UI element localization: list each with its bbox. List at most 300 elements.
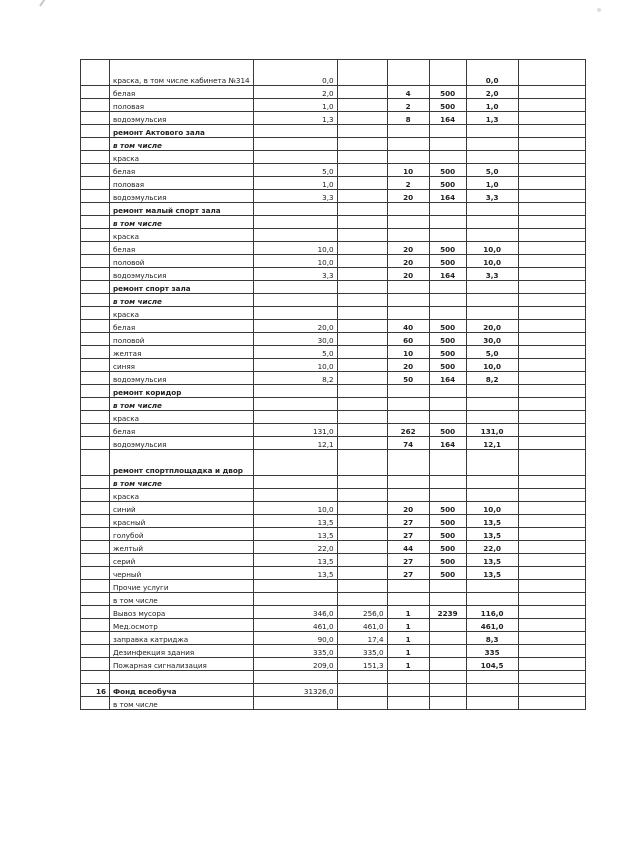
actual-amount-cell — [337, 580, 387, 593]
table-row — [81, 229, 586, 242]
row-number-cell — [81, 216, 110, 229]
unit-price-cell — [429, 281, 466, 294]
planned-amount-cell: 5,0 — [253, 346, 337, 359]
table-row — [81, 645, 586, 658]
row-number-cell — [81, 125, 110, 138]
unit-price-cell: 500 — [429, 86, 466, 99]
planned-amount-cell: 0,0 — [253, 60, 337, 86]
actual-amount-cell — [337, 684, 387, 697]
row-number-cell — [81, 307, 110, 320]
item-name-cell: в том числе — [110, 476, 254, 489]
item-name-cell: синий — [110, 502, 254, 515]
total-cell: 13,5 — [466, 515, 518, 528]
extra-cell — [518, 671, 585, 684]
table-row — [81, 138, 586, 151]
planned-amount-cell — [253, 398, 337, 411]
planned-amount-cell — [253, 580, 337, 593]
item-name-cell: белая — [110, 86, 254, 99]
row-number-cell — [81, 515, 110, 528]
planned-amount-cell: 12,1 — [253, 437, 337, 450]
row-number-cell — [81, 333, 110, 346]
item-name-cell: краска — [110, 411, 254, 424]
extra-cell — [518, 541, 585, 554]
unit-price-cell — [429, 671, 466, 684]
table-row — [81, 125, 586, 138]
table-row — [81, 86, 586, 99]
item-name-cell: желтый — [110, 541, 254, 554]
planned-amount-cell — [253, 281, 337, 294]
unit-price-cell — [429, 294, 466, 307]
planned-amount-cell: 90,0 — [253, 632, 337, 645]
extra-cell — [518, 476, 585, 489]
extra-cell — [518, 593, 585, 606]
quantity-cell — [387, 281, 429, 294]
unit-price-cell — [429, 450, 466, 476]
total-cell: 116,0 — [466, 606, 518, 619]
total-cell: 5,0 — [466, 346, 518, 359]
total-cell: 13,5 — [466, 567, 518, 580]
item-name-cell: в том числе — [110, 398, 254, 411]
item-name-cell: ремонт Актового зала — [110, 125, 254, 138]
quantity-cell: 40 — [387, 320, 429, 333]
planned-amount-cell: 2,0 — [253, 86, 337, 99]
actual-amount-cell — [337, 554, 387, 567]
unit-price-cell — [429, 489, 466, 502]
item-name-cell: водоэмульсия — [110, 190, 254, 203]
item-name-cell: половая — [110, 177, 254, 190]
extra-cell — [518, 450, 585, 476]
extra-cell — [518, 580, 585, 593]
planned-amount-cell: 10,0 — [253, 242, 337, 255]
planned-amount-cell: 13,5 — [253, 528, 337, 541]
actual-amount-cell: 335,0 — [337, 645, 387, 658]
quantity-cell — [387, 476, 429, 489]
budget-table — [80, 59, 586, 710]
planned-amount-cell: 335,0 — [253, 645, 337, 658]
row-number-cell — [81, 502, 110, 515]
table-row — [81, 567, 586, 580]
unit-price-cell: 500 — [429, 567, 466, 580]
total-cell — [466, 385, 518, 398]
table-row — [81, 164, 586, 177]
planned-amount-cell: 3,3 — [253, 268, 337, 281]
actual-amount-cell — [337, 671, 387, 684]
total-cell — [466, 697, 518, 710]
actual-amount-cell: 17,4 — [337, 632, 387, 645]
item-name-cell: белая — [110, 320, 254, 333]
quantity-cell — [387, 151, 429, 164]
actual-amount-cell — [337, 502, 387, 515]
row-number-cell — [81, 580, 110, 593]
quantity-cell — [387, 580, 429, 593]
planned-amount-cell: 20,0 — [253, 320, 337, 333]
item-name-cell: в том числе — [110, 697, 254, 710]
table-row — [81, 502, 586, 515]
quantity-cell — [387, 593, 429, 606]
planned-amount-cell — [253, 671, 337, 684]
item-name-cell: краска — [110, 489, 254, 502]
total-cell: 1,0 — [466, 99, 518, 112]
actual-amount-cell — [337, 359, 387, 372]
row-number-cell — [81, 489, 110, 502]
row-number-cell — [81, 541, 110, 554]
item-name-cell: водоэмульсия — [110, 437, 254, 450]
unit-price-cell: 500 — [429, 346, 466, 359]
total-cell: 461,0 — [466, 619, 518, 632]
quantity-cell: 20 — [387, 255, 429, 268]
extra-cell — [518, 424, 585, 437]
extra-cell — [518, 684, 585, 697]
actual-amount-cell — [337, 541, 387, 554]
actual-amount-cell — [337, 450, 387, 476]
total-cell — [466, 580, 518, 593]
unit-price-cell: 164 — [429, 372, 466, 385]
table-row — [81, 242, 586, 255]
quantity-cell: 20 — [387, 242, 429, 255]
unit-price-cell — [429, 307, 466, 320]
quantity-cell — [387, 398, 429, 411]
scan-speck — [597, 8, 601, 12]
table-row — [81, 619, 586, 632]
item-name-cell: Пожарная сигнализация — [110, 658, 254, 671]
total-cell — [466, 684, 518, 697]
unit-price-cell: 500 — [429, 320, 466, 333]
unit-price-cell — [429, 697, 466, 710]
quantity-cell — [387, 60, 429, 86]
row-number-cell: 16 — [81, 684, 110, 697]
unit-price-cell — [429, 60, 466, 86]
item-name-cell: Мед.осмотр — [110, 619, 254, 632]
quantity-cell — [387, 684, 429, 697]
total-cell: 13,5 — [466, 528, 518, 541]
actual-amount-cell — [337, 229, 387, 242]
row-number-cell — [81, 151, 110, 164]
unit-price-cell: 500 — [429, 359, 466, 372]
row-number-cell — [81, 645, 110, 658]
actual-amount-cell — [337, 268, 387, 281]
unit-price-cell: 500 — [429, 554, 466, 567]
extra-cell — [518, 151, 585, 164]
table-row — [81, 294, 586, 307]
row-number-cell — [81, 658, 110, 671]
row-number-cell — [81, 294, 110, 307]
actual-amount-cell — [337, 567, 387, 580]
actual-amount-cell — [337, 593, 387, 606]
total-cell — [466, 671, 518, 684]
row-number-cell — [81, 177, 110, 190]
table-row — [81, 476, 586, 489]
row-number-cell — [81, 398, 110, 411]
total-cell — [466, 489, 518, 502]
extra-cell — [518, 385, 585, 398]
item-name-cell — [110, 671, 254, 684]
item-name-cell: белая — [110, 424, 254, 437]
actual-amount-cell — [337, 346, 387, 359]
extra-cell — [518, 489, 585, 502]
extra-cell — [518, 502, 585, 515]
total-cell — [466, 450, 518, 476]
unit-price-cell: 2239 — [429, 606, 466, 619]
actual-amount-cell — [337, 164, 387, 177]
planned-amount-cell — [253, 489, 337, 502]
row-number-cell — [81, 593, 110, 606]
planned-amount-cell: 461,0 — [253, 619, 337, 632]
planned-amount-cell: 10,0 — [253, 255, 337, 268]
unit-price-cell: 500 — [429, 333, 466, 346]
unit-price-cell: 500 — [429, 177, 466, 190]
table-row — [81, 684, 586, 697]
row-number-cell — [81, 450, 110, 476]
actual-amount-cell — [337, 112, 387, 125]
item-name-cell: половая — [110, 99, 254, 112]
table-row — [81, 177, 586, 190]
actual-amount-cell — [337, 242, 387, 255]
total-cell — [466, 216, 518, 229]
table-row — [81, 281, 586, 294]
row-number-cell — [81, 242, 110, 255]
unit-price-cell: 500 — [429, 515, 466, 528]
table-row — [81, 112, 586, 125]
unit-price-cell — [429, 645, 466, 658]
quantity-cell: 1 — [387, 645, 429, 658]
unit-price-cell: 164 — [429, 190, 466, 203]
actual-amount-cell — [337, 99, 387, 112]
actual-amount-cell — [337, 385, 387, 398]
table-row — [81, 554, 586, 567]
item-name-cell: водоэмульсия — [110, 372, 254, 385]
planned-amount-cell: 31326,0 — [253, 684, 337, 697]
total-cell — [466, 151, 518, 164]
table-row — [81, 671, 586, 684]
total-cell — [466, 307, 518, 320]
unit-price-cell — [429, 632, 466, 645]
row-number-cell — [81, 346, 110, 359]
quantity-cell: 27 — [387, 554, 429, 567]
unit-price-cell — [429, 476, 466, 489]
planned-amount-cell — [253, 450, 337, 476]
extra-cell — [518, 177, 585, 190]
actual-amount-cell — [337, 489, 387, 502]
planned-amount-cell — [253, 294, 337, 307]
planned-amount-cell: 30,0 — [253, 333, 337, 346]
item-name-cell: водоэмульсия — [110, 112, 254, 125]
actual-amount-cell — [337, 177, 387, 190]
table-row — [81, 255, 586, 268]
unit-price-cell — [429, 125, 466, 138]
extra-cell — [518, 658, 585, 671]
item-name-cell: водоэмульсия — [110, 268, 254, 281]
planned-amount-cell — [253, 125, 337, 138]
quantity-cell: 1 — [387, 658, 429, 671]
row-number-cell — [81, 190, 110, 203]
total-cell: 20,0 — [466, 320, 518, 333]
table-row — [81, 515, 586, 528]
quantity-cell: 2 — [387, 177, 429, 190]
item-name-cell: краска — [110, 151, 254, 164]
quantity-cell — [387, 229, 429, 242]
total-cell: 13,5 — [466, 554, 518, 567]
total-cell: 335 — [466, 645, 518, 658]
quantity-cell: 20 — [387, 359, 429, 372]
actual-amount-cell — [337, 138, 387, 151]
item-name-cell: серий — [110, 554, 254, 567]
quantity-cell: 8 — [387, 112, 429, 125]
row-number-cell — [81, 229, 110, 242]
extra-cell — [518, 606, 585, 619]
extra-cell — [518, 60, 585, 86]
row-number-cell — [81, 697, 110, 710]
unit-price-cell — [429, 385, 466, 398]
row-number-cell — [81, 437, 110, 450]
item-name-cell: Фонд всеобуча — [110, 684, 254, 697]
row-number-cell — [81, 606, 110, 619]
actual-amount-cell — [337, 281, 387, 294]
row-number-cell — [81, 203, 110, 216]
table-row — [81, 346, 586, 359]
planned-amount-cell: 3,3 — [253, 190, 337, 203]
table-row — [81, 60, 586, 86]
unit-price-cell — [429, 151, 466, 164]
total-cell: 1,0 — [466, 177, 518, 190]
extra-cell — [518, 216, 585, 229]
extra-cell — [518, 138, 585, 151]
table-row — [81, 697, 586, 710]
quantity-cell — [387, 294, 429, 307]
unit-price-cell — [429, 216, 466, 229]
actual-amount-cell — [337, 476, 387, 489]
extra-cell — [518, 112, 585, 125]
extra-cell — [518, 229, 585, 242]
item-name-cell: половой — [110, 255, 254, 268]
quantity-cell — [387, 307, 429, 320]
item-name-cell: заправка катриджа — [110, 632, 254, 645]
item-name-cell: Дезинфекция здания — [110, 645, 254, 658]
planned-amount-cell — [253, 476, 337, 489]
item-name-cell: белая — [110, 242, 254, 255]
planned-amount-cell: 13,5 — [253, 554, 337, 567]
unit-price-cell: 500 — [429, 242, 466, 255]
unit-price-cell — [429, 658, 466, 671]
total-cell: 131,0 — [466, 424, 518, 437]
quantity-cell: 50 — [387, 372, 429, 385]
total-cell — [466, 476, 518, 489]
row-number-cell — [81, 255, 110, 268]
quantity-cell: 27 — [387, 515, 429, 528]
planned-amount-cell: 131,0 — [253, 424, 337, 437]
total-cell: 30,0 — [466, 333, 518, 346]
unit-price-cell: 500 — [429, 528, 466, 541]
row-number-cell — [81, 424, 110, 437]
table-row — [81, 437, 586, 450]
item-name-cell: белая — [110, 164, 254, 177]
total-cell: 3,3 — [466, 190, 518, 203]
table-row — [81, 450, 586, 476]
extra-cell — [518, 632, 585, 645]
quantity-cell: 10 — [387, 346, 429, 359]
quantity-cell — [387, 216, 429, 229]
actual-amount-cell — [337, 255, 387, 268]
extra-cell — [518, 164, 585, 177]
row-number-cell — [81, 632, 110, 645]
planned-amount-cell: 8,2 — [253, 372, 337, 385]
table-row — [81, 606, 586, 619]
unit-price-cell — [429, 593, 466, 606]
row-number-cell — [81, 86, 110, 99]
row-number-cell — [81, 619, 110, 632]
item-name-cell: краска — [110, 229, 254, 242]
unit-price-cell: 500 — [429, 164, 466, 177]
unit-price-cell: 500 — [429, 255, 466, 268]
total-cell: 2,0 — [466, 86, 518, 99]
quantity-cell: 74 — [387, 437, 429, 450]
quantity-cell: 20 — [387, 502, 429, 515]
table-row — [81, 190, 586, 203]
actual-amount-cell — [337, 294, 387, 307]
item-name-cell: голубой — [110, 528, 254, 541]
item-name-cell: в том числе — [110, 138, 254, 151]
row-number-cell — [81, 476, 110, 489]
unit-price-cell — [429, 411, 466, 424]
row-number-cell — [81, 164, 110, 177]
table-row — [81, 307, 586, 320]
quantity-cell: 2 — [387, 99, 429, 112]
quantity-cell — [387, 697, 429, 710]
actual-amount-cell — [337, 203, 387, 216]
item-name-cell: в том числе — [110, 593, 254, 606]
planned-amount-cell — [253, 307, 337, 320]
total-cell — [466, 203, 518, 216]
actual-amount-cell — [337, 320, 387, 333]
quantity-cell: 10 — [387, 164, 429, 177]
planned-amount-cell: 5,0 — [253, 164, 337, 177]
quantity-cell: 27 — [387, 528, 429, 541]
planned-amount-cell: 346,0 — [253, 606, 337, 619]
extra-cell — [518, 281, 585, 294]
quantity-cell — [387, 489, 429, 502]
planned-amount-cell: 209,0 — [253, 658, 337, 671]
actual-amount-cell — [337, 372, 387, 385]
quantity-cell: 262 — [387, 424, 429, 437]
extra-cell — [518, 86, 585, 99]
unit-price-cell — [429, 203, 466, 216]
item-name-cell: ремонт спортплощадка и двор — [110, 450, 254, 476]
quantity-cell: 44 — [387, 541, 429, 554]
quantity-cell — [387, 385, 429, 398]
actual-amount-cell — [337, 515, 387, 528]
quantity-cell — [387, 203, 429, 216]
item-name-cell: синяя — [110, 359, 254, 372]
row-number-cell — [81, 112, 110, 125]
total-cell: 8,3 — [466, 632, 518, 645]
table-row — [81, 411, 586, 424]
planned-amount-cell — [253, 697, 337, 710]
planned-amount-cell: 1,3 — [253, 112, 337, 125]
unit-price-cell: 164 — [429, 112, 466, 125]
table-row — [81, 593, 586, 606]
item-name-cell: краска, в том числе кабинета №314 — [110, 60, 254, 86]
quantity-cell: 1 — [387, 606, 429, 619]
table-row — [81, 320, 586, 333]
planned-amount-cell: 1,0 — [253, 177, 337, 190]
table-row — [81, 359, 586, 372]
item-name-cell: Вывоз мусора — [110, 606, 254, 619]
actual-amount-cell — [337, 216, 387, 229]
row-number-cell — [81, 411, 110, 424]
row-number-cell — [81, 268, 110, 281]
total-cell: 10,0 — [466, 359, 518, 372]
quantity-cell: 4 — [387, 86, 429, 99]
row-number-cell — [81, 60, 110, 86]
